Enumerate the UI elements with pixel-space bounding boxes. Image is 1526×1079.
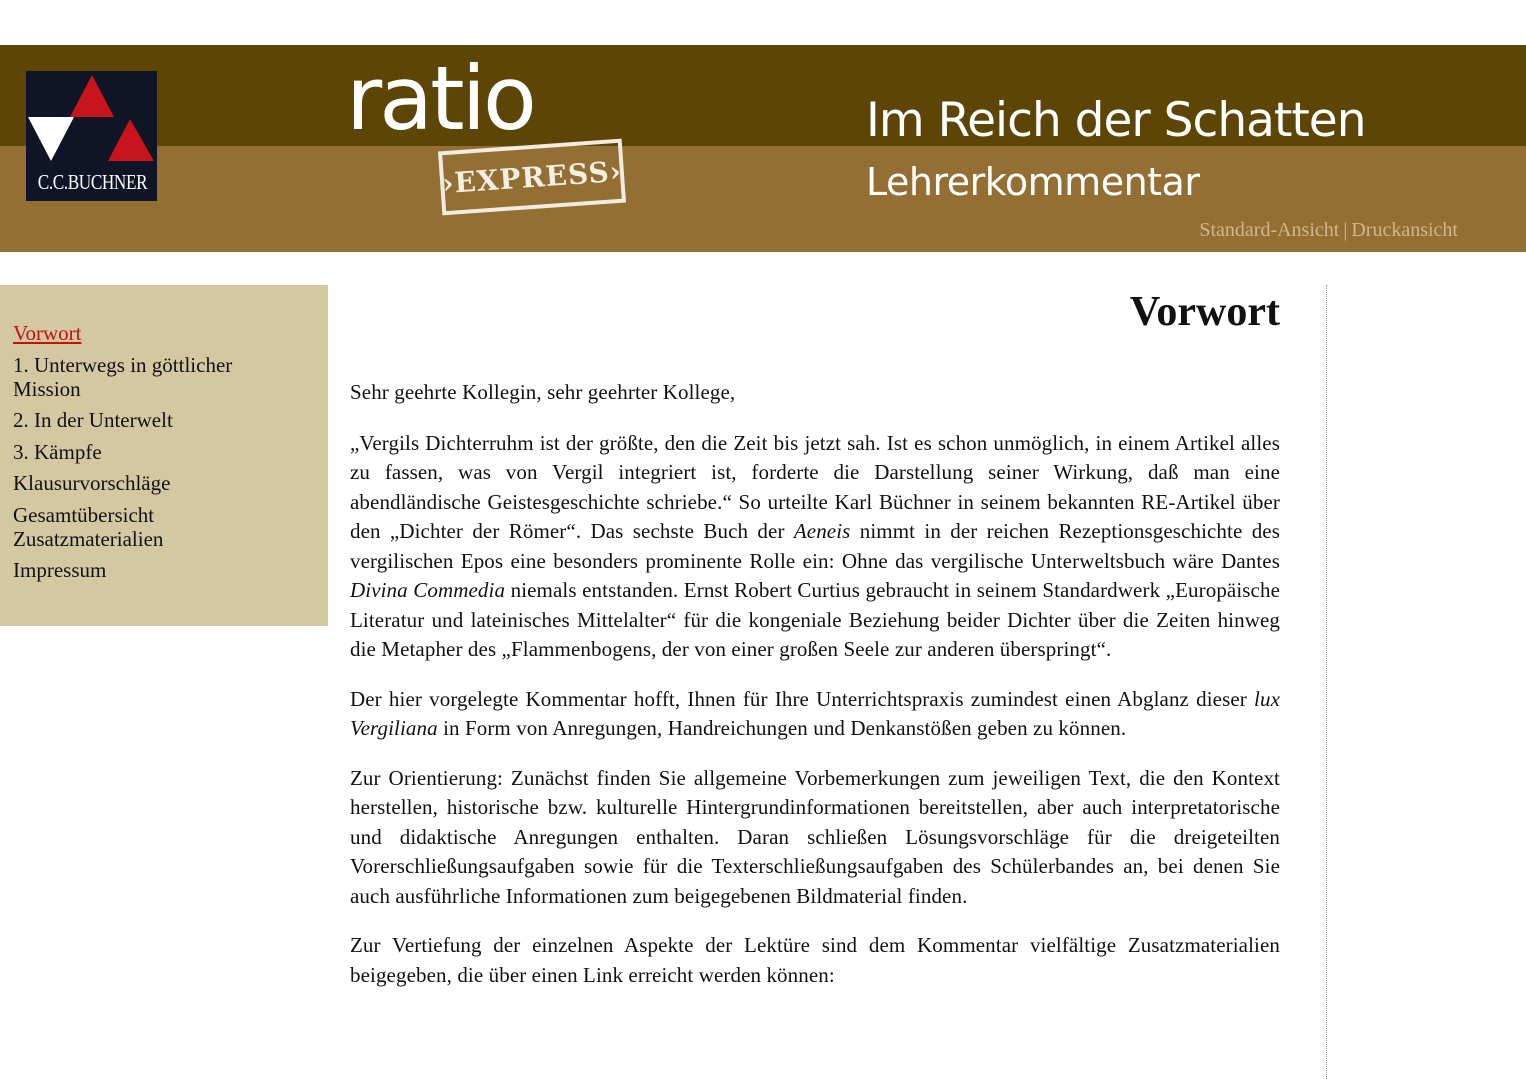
paragraph-3: Zur Orientierung: Zunächst finden Sie allgemeine Vorbemerkungen zum jeweiligen Text, die den Kontext herstellen, historische bzw. kulturelle Hintergrundinformationen bereitstellen, aber auch interpretatorische und didaktische Anregungen enthalten. Daran schließen Lösungsvorschläge für die dreigeteilten Vorerschließungsaufgaben sowie für die Texterschließungsaufgaben des Schülerbandes an, bei denen Sie auch ausführliche Informationen zum beigegebenen Bildmaterial finden. bbox=[350, 765, 1280, 908]
standard-view-link[interactable]: Standard-Ansicht bbox=[1199, 219, 1340, 241]
print-view-link[interactable]: Druckansicht bbox=[1351, 219, 1458, 241]
page-title: Vorwort bbox=[1129, 289, 1280, 335]
sidebar-item-unterwegs[interactable]: 1. Unterwegs in göttlicher Mission bbox=[13, 352, 233, 401]
sidebar-item-klausurvorschlaege[interactable]: Klausurvorschläge bbox=[13, 471, 171, 495]
p1-text-a: „Vergils Dichterruhm ist der größte, den die Zeit bis jetzt sah. Ist es schon unmöglich, in einem Artikel alles zu fassen, was von Vergil integriert ist, forderte die Darstellung seiner Wirkung, daß man eine abendländische Geistesgeschichte schriebe.“ So urteilte Karl Büchner in seinem bekannten RE-Artikel über den „Dichter der Römer“. Das sechste Buch der bbox=[350, 430, 1280, 543]
sidebar-item-kaempfe[interactable]: 3. Kämpfe bbox=[13, 439, 102, 464]
paragraph-4: Zur Vertiefung der einzelnen Aspekte der Lektüre sind dem Kommentar vielfältige Zusatzmaterialien beigegeben, die über einen Link erreicht werden können: bbox=[350, 933, 1280, 987]
paragraph-1 bbox=[350, 429, 1280, 665]
header-banner bbox=[0, 45, 1526, 252]
view-links bbox=[1199, 219, 1458, 242]
salutation: Sehr geehrte Kollegin, sehr geehrter Kollege, bbox=[350, 380, 736, 404]
main-content bbox=[350, 285, 1280, 1010]
article-body bbox=[350, 378, 1280, 990]
sidebar-nav bbox=[0, 285, 328, 582]
express-stamp bbox=[438, 139, 626, 216]
book-subtitle: Lehrerkommentar bbox=[866, 160, 1200, 204]
brand-word: ratio bbox=[346, 47, 534, 150]
sidebar-item-gesamtuebersicht[interactable]: Gesamtübersicht Zusatzmaterialien bbox=[13, 502, 164, 551]
p1-aeneis: Aeneis bbox=[793, 519, 851, 543]
p2-lux-vergiliana: lux Vergiliana bbox=[350, 686, 1280, 740]
express-label: ›EXPRESS› bbox=[441, 154, 623, 200]
paragraph-2 bbox=[350, 685, 1280, 744]
sidebar-item-vorwort[interactable]: Vorwort bbox=[13, 321, 82, 345]
view-links-separator: | bbox=[1343, 219, 1348, 241]
p2-text-a: Der hier vorgelegte Kommentar hofft, Ihnen für Ihre Unterrichtspraxis zumindest einen Abglanz dieser bbox=[350, 686, 1255, 711]
p1-text-b: nimmt in der reichen Rezeptionsgeschichte des vergilischen Epos eine besonders prominente Rolle ein: Ohne das vergilische Unterweltsbuch wäre Dantes bbox=[350, 519, 1280, 573]
book-title: Im Reich der Schatten bbox=[866, 93, 1366, 148]
sidebar-item-unterwelt[interactable]: 2. In der Unterwelt bbox=[13, 408, 173, 432]
sidebar-item-impressum[interactable]: Impressum bbox=[13, 558, 107, 582]
content-divider bbox=[1326, 285, 1327, 1079]
publisher-logo[interactable] bbox=[26, 71, 157, 201]
p2-text-b: in Form von Anregungen, Handreichungen und Denkanstößen geben zu können. bbox=[437, 716, 1127, 740]
p1-text-c: niemals entstanden. Ernst Robert Curtius gebraucht in seinem Standardwerk „Europäische Literatur und lateinisches Mittelalter“ für die kongeniale Beziehung beider Dichter über die Zeiten hinweg die Metapher des „Flammenbogens, der von einer großen Seele zur anderen überspringt“. bbox=[350, 578, 1280, 661]
sidebar bbox=[0, 285, 328, 626]
logo-text: C.C.BUCHNER bbox=[37, 170, 148, 194]
p1-divina-commedia: Divina Commedia bbox=[350, 578, 506, 602]
